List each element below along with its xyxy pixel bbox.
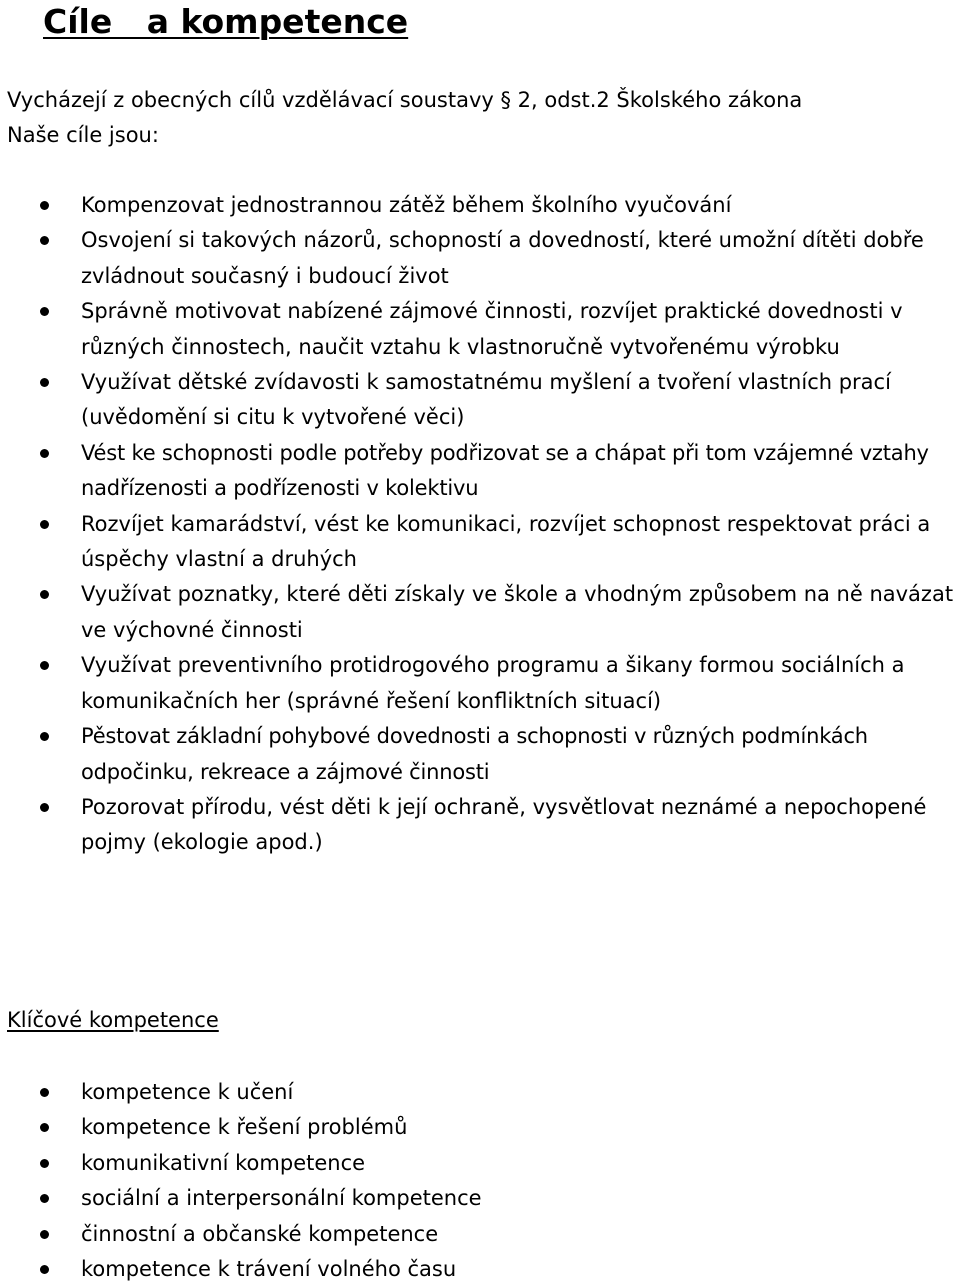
- bullet-icon: [40, 1230, 49, 1239]
- goal-text: Kompenzovat jednostrannou zátěž během školního vyučování: [81, 193, 732, 217]
- bullet-icon: [40, 520, 49, 529]
- goal-item: [0, 365, 960, 436]
- bullet-icon: [40, 590, 49, 599]
- bullet-icon: [40, 1123, 49, 1132]
- competence-text: komunikativní kompetence: [81, 1150, 366, 1175]
- goal-item: [0, 188, 960, 223]
- goal-text: Využívat dětské zvídavosti k samostatnému myšlení a tvoření vlastních prací (uvědomění si citu k vytvořené věci): [81, 370, 891, 430]
- goal-item: [0, 223, 960, 294]
- competence-text: sociální a interpersonální kompetence: [81, 1186, 482, 1211]
- goal-item: [0, 294, 960, 365]
- bullet-icon: [40, 1088, 49, 1097]
- bullet-icon: [40, 1194, 49, 1203]
- bullet-icon: [40, 1159, 49, 1168]
- bullet-icon: [40, 803, 49, 812]
- competence-text: kompetence k učení: [81, 1080, 294, 1104]
- goal-text: Rozvíjet kamarádství, vést ke komunikaci, rozvíjet schopnost respektovat práci a úspěchy vlastní a druhých: [81, 511, 931, 572]
- competence-text: činnostní a občanské kompetence: [81, 1221, 439, 1246]
- competence-text: kompetence k trávení volného času: [81, 1257, 457, 1282]
- key-competences-heading: Klíčové kompetence: [7, 1008, 219, 1032]
- goal-text: Osvojení si takových názorů, schopností a dovedností, které umožní dítěti dobře zvládnout současný i budoucí život: [81, 228, 924, 288]
- goal-item: [0, 577, 960, 648]
- goal-text: Využívat preventivního protidrogového programu a šikany formou sociálních a komunikačních her (správné řešení konfliktních situací): [81, 653, 905, 713]
- bullet-icon: [40, 449, 49, 458]
- goal-text: Vést ke schopnosti podle potřeby podřizovat se a chápat při tom vzájemné vztahy nadřízenosti a podřízenosti v kolektivu: [81, 440, 929, 501]
- competence-item: [0, 1252, 960, 1287]
- bullet-icon: [40, 1265, 49, 1274]
- goal-item: [0, 507, 960, 578]
- bullet-icon: [40, 661, 49, 670]
- goal-text: Pěstovat základní pohybové dovednosti a schopnosti v různých podmínkách odpočinku, rekreace a zájmové činnosti: [81, 724, 868, 784]
- goal-item: [0, 436, 960, 507]
- bullet-icon: [40, 236, 49, 245]
- goals-list: [0, 188, 960, 861]
- intro-line-goals-label: Naše cíle jsou:: [7, 123, 159, 147]
- page-title: Cíle a kompetence: [43, 2, 409, 41]
- competence-text: kompetence k řešení problémů: [81, 1115, 408, 1140]
- bullet-icon: [40, 732, 49, 741]
- competence-item: [0, 1181, 960, 1216]
- goal-item: [0, 790, 960, 861]
- bullet-icon: [40, 378, 49, 387]
- goal-item: [0, 648, 960, 719]
- competence-item: [0, 1217, 960, 1252]
- goal-text: Správně motivovat nabízené zájmové činnosti, rozvíjet praktické dovednosti v různých činnostech, naučit vztahu k vlastnoručně vytvořenému výrobku: [81, 299, 903, 359]
- bullet-icon: [40, 201, 49, 210]
- competence-item: [0, 1146, 960, 1181]
- goal-text: Pozorovat přírodu, vést děti k její ochraně, vysvětlovat neznámé a nepochopené pojmy (ekologie apod.): [81, 794, 927, 855]
- goal-text: Využívat poznatky, které děti získaly ve škole a vhodným způsobem na ně navázat ve výchovné činnosti: [81, 582, 954, 642]
- intro-paragraph: [7, 83, 952, 153]
- bullet-icon: [40, 307, 49, 316]
- competence-item: [0, 1075, 960, 1110]
- goal-item: [0, 719, 960, 790]
- competences-list: [0, 1075, 960, 1287]
- intro-line-source: Vycházejí z obecných cílů vzdělávací soustavy § 2, odst.2 Školského zákona: [7, 88, 803, 112]
- competence-item: [0, 1110, 960, 1145]
